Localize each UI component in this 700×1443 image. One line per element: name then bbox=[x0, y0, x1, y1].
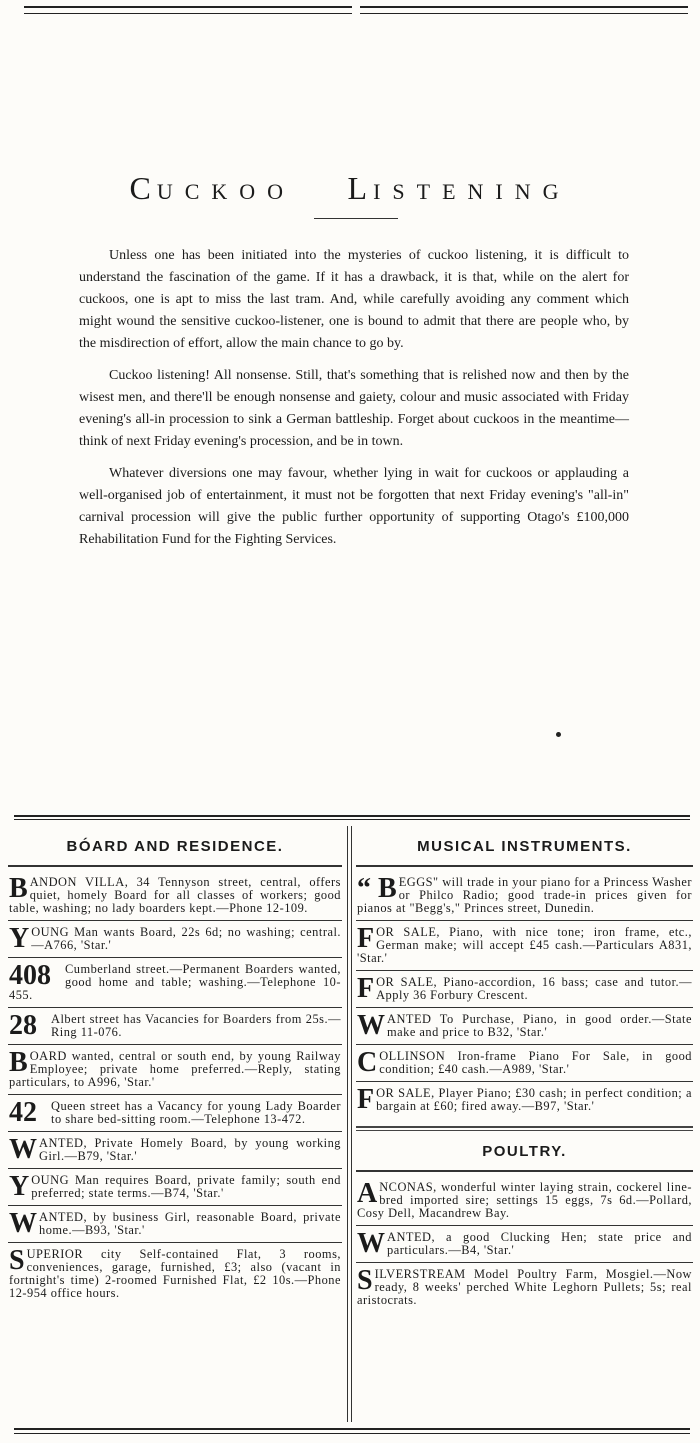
ad-text: ANDON VILLA, 34 Tennyson street, central, offers quiet, homely Board for all classes of workers; good table, washing; no lady boarders kept.—Phone 12-109. bbox=[9, 875, 341, 915]
classified-ad bbox=[356, 921, 693, 971]
classified-ad bbox=[356, 1045, 693, 1082]
ad-text: Albert street has Vacancies for Boarders from 25s.—Ring 11-076. bbox=[51, 1012, 341, 1039]
article-body bbox=[79, 245, 629, 561]
classified-ad bbox=[356, 1263, 693, 1312]
poultry-ad-list bbox=[356, 1176, 693, 1312]
ad-text: OUNG Man wants Board, 22s 6d; no washing; central.—A766, 'Star.' bbox=[31, 925, 341, 952]
drop-initial: S bbox=[9, 1245, 25, 1276]
ad-text: OLLINSON Iron-frame Piano For Sale, in good condition; £40 cash.—A989, 'Star.' bbox=[379, 1049, 692, 1076]
board-column bbox=[8, 826, 342, 1305]
ad-text: Cumberland street.—Permanent Boarders wanted, good home and table; washing.—Telephone 10-455. bbox=[9, 962, 341, 1002]
drop-initial: B bbox=[9, 873, 28, 904]
classified-ad bbox=[356, 871, 693, 921]
classified-ad bbox=[8, 1132, 342, 1169]
ad-text: ILVERSTREAM Model Poultry Farm, Mosgiel.—Now ready, 8 weeks' perched White Leghorn Pullets; 5s; real aristocrats. bbox=[357, 1267, 692, 1307]
classified-ad bbox=[8, 1169, 342, 1206]
classified-ad bbox=[356, 1176, 693, 1226]
music-ad-list bbox=[356, 871, 693, 1118]
classified-ad bbox=[8, 921, 342, 958]
classifieds-top-rule bbox=[14, 815, 690, 820]
board-ad-list bbox=[8, 871, 342, 1305]
article-title: CUCKOO LISTENING bbox=[129, 170, 571, 206]
music-poultry-column bbox=[356, 826, 693, 1312]
classified-ad bbox=[8, 1045, 342, 1095]
ad-text: UPERIOR city Self-contained Flat, 3 rooms, conveniences, garage, furnished, £3; also (vacant in fortnight's time) 2-roomed Furnished Flat, £2 10s.—Phone 12-954 office hours. bbox=[9, 1247, 341, 1300]
drop-initial: B bbox=[9, 1047, 28, 1078]
classified-ad bbox=[8, 1206, 342, 1243]
heading-rule bbox=[356, 865, 693, 867]
classified-ad bbox=[8, 1095, 342, 1132]
heading-rule bbox=[356, 1170, 693, 1172]
ad-text: OR SALE, Piano-accordion, 16 bass; case and tutor.—Apply 36 Forbury Crescent. bbox=[376, 975, 692, 1002]
classified-ad bbox=[8, 871, 342, 921]
classified-ad bbox=[356, 971, 693, 1008]
drop-initial: Y bbox=[9, 923, 30, 954]
drop-initial: F bbox=[357, 1084, 375, 1115]
drop-initial: F bbox=[357, 973, 375, 1004]
article-paragraph: Cuckoo listening! All nonsense. Still, that's something that is relished now and then by the wisest men, and there'll be enough nonsense and gaiety, colour and music associated with Friday evening's all-in procession to sink a German battleship. Forget about cuckoos in the meantime—think of next Friday evening's procession, and be in town. bbox=[79, 368, 629, 449]
classified-ad bbox=[356, 1226, 693, 1263]
music-heading: MUSICAL INSTRUMENTS. bbox=[417, 838, 632, 855]
ad-text: ANTED, by business Girl, reasonable Board, private home.—B93, 'Star.' bbox=[39, 1210, 341, 1237]
drop-initial: W bbox=[9, 1134, 37, 1165]
top-rule-right bbox=[360, 6, 688, 14]
classified-ad bbox=[356, 1008, 693, 1045]
drop-initial: W bbox=[357, 1228, 385, 1259]
drop-initial: 408 bbox=[9, 960, 51, 991]
heading-rule bbox=[8, 865, 342, 867]
drop-initial: S bbox=[357, 1265, 373, 1296]
drop-initial: W bbox=[9, 1208, 37, 1239]
article-paragraph: Unless one has been initiated into the mysteries of cuckoo listening, it is difficult to understand the fascination of the game. If it has a drawback, it is that, while on the alert for cuckoos, one is apt to miss the last tram. And, while carefully avoiding any comment which might wound the sensitive cuckoo-listener, one is bound to admit that there are people who, by the misdirection of effort, allow the main chance to go by. bbox=[79, 248, 629, 351]
title-rule bbox=[314, 218, 398, 219]
classified-ad bbox=[8, 1243, 342, 1305]
ad-text: ANTED, a good Clucking Hen; state price and particulars.—B4, 'Star.' bbox=[387, 1230, 692, 1257]
drop-initial: 28 bbox=[9, 1010, 37, 1041]
classifieds-bottom-rule bbox=[14, 1428, 690, 1434]
drop-initial: A bbox=[357, 1178, 378, 1209]
column-divider bbox=[347, 826, 352, 1422]
drop-initial: 42 bbox=[9, 1097, 37, 1128]
ad-text: OARD wanted, central or south end, by young Railway Employee; private home preferred.—Reply, stating particulars, to A996, 'Star.' bbox=[9, 1049, 341, 1089]
ad-text: OR SALE, Player Piano; £30 cash; in perfect condition; a bargain at £60; fired away.—B97, 'Star.' bbox=[376, 1086, 692, 1113]
drop-initial: C bbox=[357, 1047, 378, 1078]
ink-dot bbox=[556, 732, 561, 737]
drop-initial: Y bbox=[9, 1171, 30, 1202]
ad-text: OUNG Man requires Board, private family; south end preferred; state terms.—B74, 'Star.' bbox=[31, 1173, 341, 1200]
ad-text: ANTED, Private Homely Board, by young working Girl.—B79, 'Star.' bbox=[39, 1136, 341, 1163]
ad-text: EGGS" will trade in your piano for a Princess Washer or Philco Radio; good trade-in prices given for pianos at "Begg's," Princes street, Dunedin. bbox=[357, 875, 692, 915]
article-paragraph: Whatever diversions one may favour, whether lying in wait for cuckoos or applauding a well-organised job of entertainment, it must not be forgotten that next Friday evening's "all-in" carnival procession will give the public further opportunity of supporting Otago's £100,000 Rehabilitation Fund for the Fighting Services. bbox=[79, 466, 629, 547]
classified-ad bbox=[356, 1082, 693, 1118]
poultry-heading: POULTRY. bbox=[482, 1143, 567, 1160]
drop-initial: “ B bbox=[357, 873, 397, 904]
ad-text: OR SALE, Piano, with nice tone; iron frame, etc., German make; will accept £45 cash.—Particulars A831, 'Star.' bbox=[357, 925, 692, 965]
board-heading: BÓARD AND RESIDENCE. bbox=[66, 838, 284, 855]
top-rule-left bbox=[24, 6, 352, 14]
ad-text: NCONAS, wonderful winter laying strain, cockerel line-bred imported sire; settings 15 eggs, 7s 6d.—Pollard, Cosy Dell, Macandrew Bay. bbox=[357, 1180, 692, 1220]
ad-text: ANTED To Purchase, Piano, in good order.—State make and price to B32, 'Star.' bbox=[387, 1012, 692, 1039]
classified-ad bbox=[8, 958, 342, 1008]
classified-ad bbox=[8, 1008, 342, 1045]
ad-text: Queen street has a Vacancy for young Lady Boarder to share bed-sitting room.—Telephone 13-472. bbox=[51, 1099, 341, 1126]
drop-initial: F bbox=[357, 923, 375, 954]
drop-initial: W bbox=[357, 1010, 385, 1041]
